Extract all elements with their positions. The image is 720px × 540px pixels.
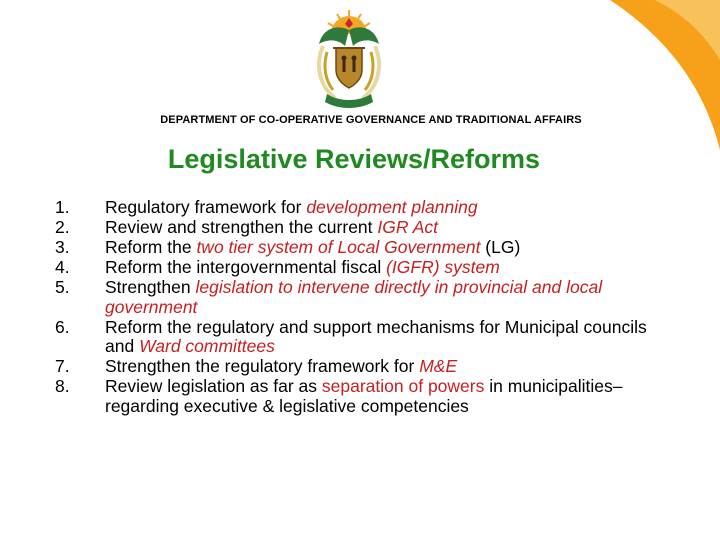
list-item — [55, 357, 695, 377]
item-text: Reform the intergovernmental fiscal (IGFR) system — [105, 257, 500, 277]
item-text: Review legislation as far as separation of powers in municipalities– regarding executive & legislative competencies — [105, 376, 623, 416]
item-number: 6. — [55, 316, 70, 337]
item-number: 7. — [55, 356, 70, 376]
item-number: 3. — [55, 237, 70, 257]
coat-of-arms-icon — [309, 4, 389, 110]
reform-list — [55, 198, 695, 416]
item-number: 8. — [55, 376, 70, 396]
item-number: 1. — [55, 197, 70, 217]
item-text: Regulatory framework for development planning — [105, 197, 478, 217]
department-name: DEPARTMENT OF CO-OPERATIVE GOVERNANCE AND TRADITIONAL AFFAIRS — [160, 114, 582, 126]
item-text: Strengthen the regulatory framework for M&E — [105, 356, 458, 376]
item-text: Strengthen legislation to intervene directly in provincial and local government — [105, 277, 603, 317]
item-text: Review and strengthen the current IGR Act — [105, 217, 438, 237]
list-item — [55, 377, 695, 416]
list-item — [55, 238, 695, 258]
list-item — [55, 218, 695, 238]
item-text: Reform the two tier system of Local Government (LG) — [105, 237, 521, 257]
list-item — [55, 278, 695, 317]
list-item — [55, 318, 695, 357]
item-number: 2. — [55, 217, 70, 237]
slide-title: Legislative Reviews/Reforms — [167, 144, 541, 174]
list-item — [55, 258, 695, 278]
list-item — [55, 198, 695, 218]
item-number: 4. — [55, 257, 70, 277]
item-number: 5. — [55, 277, 70, 297]
item-text: Reform the regulatory and support mechanisms for Municipal councils and Ward committees — [105, 316, 647, 356]
